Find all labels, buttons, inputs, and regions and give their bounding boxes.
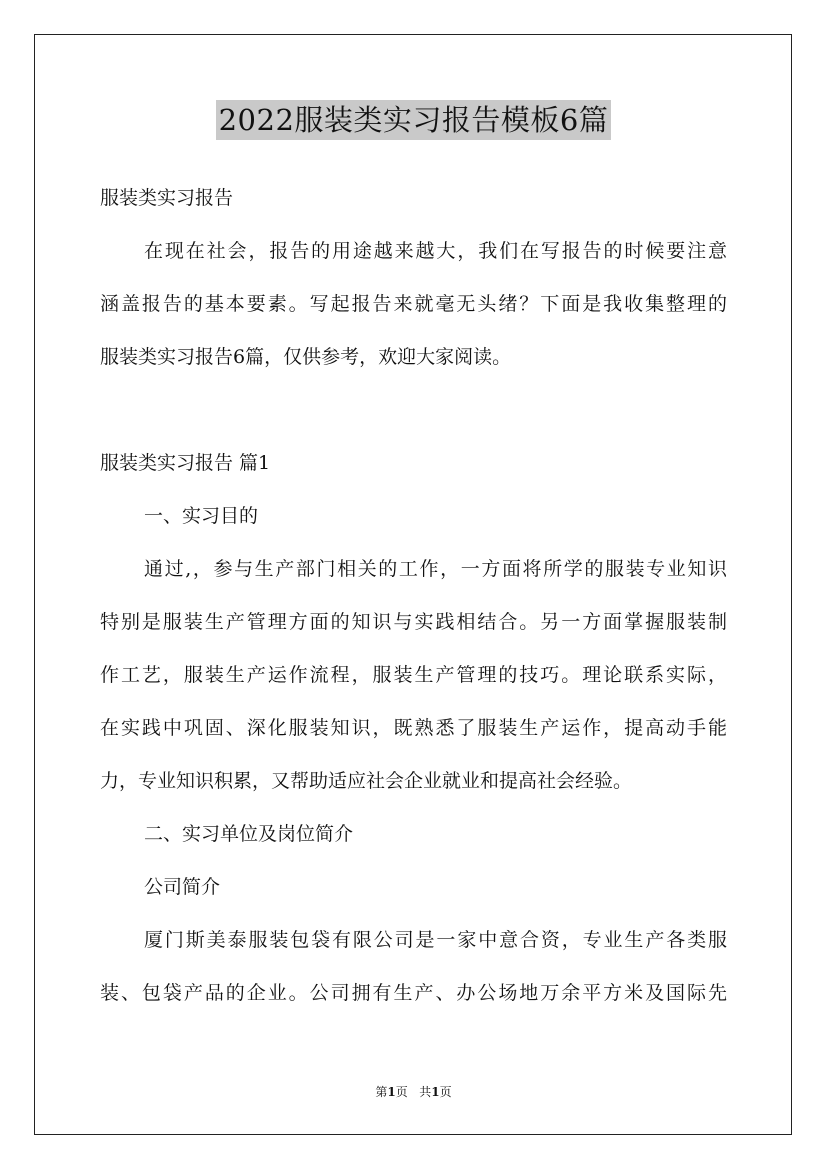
subheading: 公司简介 (144, 876, 221, 898)
page-footer (0, 1083, 827, 1101)
paragraph-line: 特别是服装生产管理方面的知识与实践相结合。另一方面掌握服装制 (100, 611, 727, 633)
document-title: 2022服装类实习报告模板6篇 (216, 100, 612, 140)
page-number: 1 (387, 1085, 396, 1099)
paragraph-line: 厦门斯美泰服装包袋有限公司是一家中意合资，专业生产各类服 (144, 929, 727, 951)
paragraph-line: 通过,，参与生产部门相关的工作，一方面将所学的服装专业知识 (144, 558, 727, 580)
blank-line (100, 384, 727, 437)
paragraph-line: 装、包袋产品的企业。公司拥有生产、办公场地万余平方米及国际先 (100, 982, 727, 1004)
subheading: 二、实习单位及岗位简介 (144, 823, 354, 845)
total-label-prefix: 共 (419, 1085, 432, 1099)
page-label-suffix: 页 (395, 1085, 408, 1099)
paragraph-line: 涵盖报告的基本要素。写起报告来就毫无头绪？下面是我收集整理的 (100, 293, 727, 315)
section-heading: 服装类实习报告 (100, 187, 234, 209)
title-container (0, 100, 827, 140)
paragraph-line: 在实践中巩固、深化服装知识，既熟悉了服装生产运作，提高动手能 (100, 717, 727, 739)
paragraph-line: 服装类实习报告6篇，仅供参考，欢迎大家阅读。 (100, 346, 512, 368)
paragraph-line: 在现在社会，报告的用途越来越大，我们在写报告的时候要注意 (144, 240, 727, 262)
total-label-suffix: 页 (439, 1085, 452, 1099)
page-label-prefix: 第 (375, 1085, 388, 1099)
total-pages: 1 (431, 1085, 440, 1099)
subheading: 一、实习目的 (144, 505, 259, 527)
paragraph-line: 作工艺，服装生产运作流程，服装生产管理的技巧。理论联系实际， (100, 664, 727, 686)
document-body (100, 172, 727, 1020)
paragraph-line: 力，专业知识积累，又帮助适应社会企业就业和提高社会经验。 (100, 770, 633, 792)
section-heading: 服装类实习报告 篇1 (100, 452, 271, 474)
